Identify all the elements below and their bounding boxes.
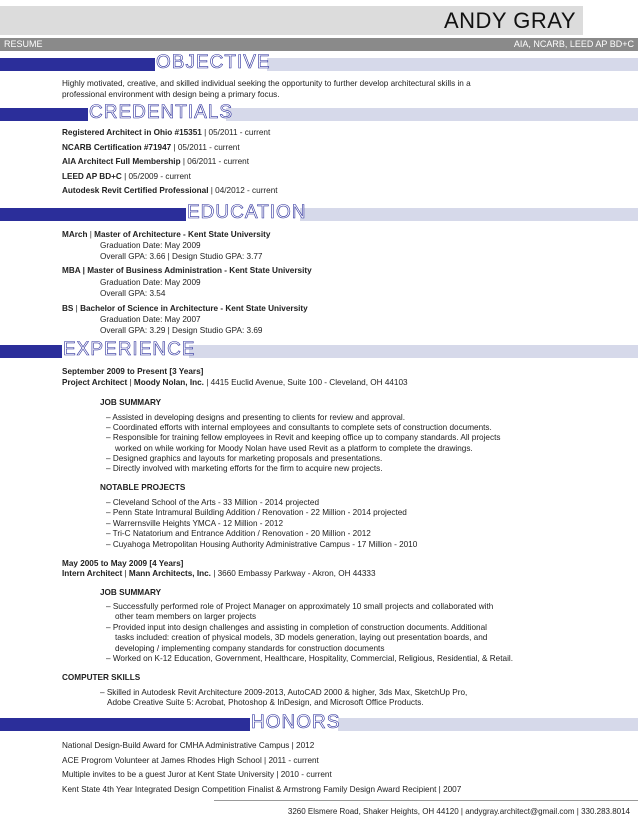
job-dates: May 2005 to May 2009 [4 Years] [62,559,184,568]
list-item: – Provided input into design challenges and assisting in completion of construction documents. Additional [106,623,487,632]
header-credentials: AIA, NCARB, LEED AP BD+C [513,39,634,49]
credentials-section-bar [0,102,638,123]
credential-item: Registered Architect in Ohio #15351 | 05/2011 - current [62,128,271,137]
objective-section-bar [0,52,638,73]
job-title-line: Project Architect | Moody Nolan, Inc. | 4415 Euclid Avenue, Suite 100 - Cleveland, OH 44103 [62,378,408,387]
education-heading: EDUCATION [187,202,307,223]
list-item: other team members on larger projects [115,612,257,621]
objective-text: Highly motivated, creative, and skilled individual seeking the opportunity to further develop architectural skills in a [62,79,471,88]
experience-heading: EXPERIENCE [63,339,196,360]
list-item: – Penn State Intramural Building Addition / Renovation - 22 Million - 2014 projected [106,508,407,517]
list-item: worked on while working for Moody Nolan have used Revit as a platform to complete the drawings. [115,444,473,453]
credential-item: LEED AP BD+C | 05/2009 - current [62,172,191,181]
education-grad-date: Graduation Date: May 2009 [100,241,201,250]
list-item: tasks included: creation of physical models, 3D models generation, laying out presentation boards, and [115,633,488,642]
list-item: – Designed graphics and layouts for marketing proposals and presentations. [106,454,383,463]
list-item: – Coordinated efforts with internal employees and consultants to complete sets of construction documents. [106,423,492,432]
list-item: – Warrernsville Heights YMCA - 12 Million - 2012 [106,519,284,528]
education-gpa: Overall GPA: 3.66 | Design Studio GPA: 3.77 [100,252,263,261]
list-item: – Successfully performed role of Project Manager on approximately 10 small projects and collaborated with [106,602,494,611]
list-item: – Cuyahoga Metropolitan Housing Authority Administrative Campus - 17 Million - 2010 [106,540,418,549]
objective-heading: OBJECTIVE [156,52,271,73]
education-degree: MBA | Master of Business Administration - Kent State University [62,266,312,275]
computer-skills-label: COMPUTER SKILLS [62,673,141,682]
education-section-bar [0,202,638,223]
list-item: – Directly involved with marketing efforts for the firm to acquire new projects. [106,464,383,473]
list-item: developing / implementing company standards for construction documents [115,644,385,653]
resume-label: RESUME [4,39,43,49]
credentials-heading: CREDENTIALS [89,102,234,123]
objective-text: professional environment with design being a primary focus. [62,90,280,99]
honors-section-bar [0,712,638,733]
page-title: ANDY GRAY [443,8,576,33]
list-item: Adobe Creative Suite 5: Acrobat, Photoshop & InDesign, and Microsoft Office Products. [107,698,424,707]
list-item: – Cleveland School of the Arts - 33 Million - 2014 projected [106,498,319,507]
credential-item: Autodesk Revit Certified Professional | 04/2012 - current [62,186,278,195]
job-title-line: Intern Architect | Mann Architects, Inc. | 3660 Embassy Parkway - Akron, OH 44333 [62,569,376,578]
job-summary-label: JOB SUMMARY [100,398,162,407]
header-subbar [0,38,638,51]
education-degree: MArch | Master of Architecture - Kent State University [62,230,271,239]
honor-item: Kent State 4th Year Integrated Design Competition Finalist & Armstrong Family Design Award Recipient | 2007 [62,785,462,794]
credential-item: NCARB Certification #71947 | 05/2011 - current [62,143,240,152]
education-grad-date: Graduation Date: May 2007 [100,315,201,324]
education-degree: BS | Bachelor of Science in Architecture - Kent State University [62,304,308,313]
list-item: – Responsible for training fellow employees in Revit and keeping office up to company standards. All projects [106,433,501,442]
footer [214,800,638,825]
notable-projects-label: NOTABLE PROJECTS [100,483,186,492]
footer-contact: 3260 Elsmere Road, Shaker Heights, OH 44120 | andygray.architect@gmail.com | 330.283.8014 [287,807,630,816]
education-gpa: Overall GPA: 3.54 [100,289,166,298]
list-item: – Assisted in developing designs and presenting to clients for review and approval. [106,413,406,422]
list-item: – Worked on K-12 Education, Government, Healthcare, Hospitality, Commercial, Religious, Residential, & Retail. [106,654,513,663]
education-grad-date: Graduation Date: May 2009 [100,278,201,287]
list-item: – Skilled in Autodesk Revit Architecture 2009-2013, AutoCAD 2000 & higher, 3ds Max, SketchUp Pro, [100,688,468,697]
experience-section-bar [0,339,638,360]
job-summary-label: JOB SUMMARY [100,588,162,597]
honors-heading: HONORS [251,712,341,733]
honor-item: National Design-Build Award for CMHA Administrative Campus | 2012 [62,741,315,750]
list-item: – Tri-C Natatorium and Entrance Addition / Renovation - 20 Million - 2012 [106,529,371,538]
honor-item: Multiple invites to be a guest Juror at Kent State University | 2010 - current [62,770,332,779]
honor-item: ACE Progrom Volunteer at James Rhodes High School | 2011 - current [62,756,319,765]
job-dates: September 2009 to Present [3 Years] [62,367,204,376]
credential-item: AIA Architect Full Membership | 06/2011 - current [62,157,250,166]
education-gpa: Overall GPA: 3.29 | Design Studio GPA: 3.69 [100,326,263,335]
